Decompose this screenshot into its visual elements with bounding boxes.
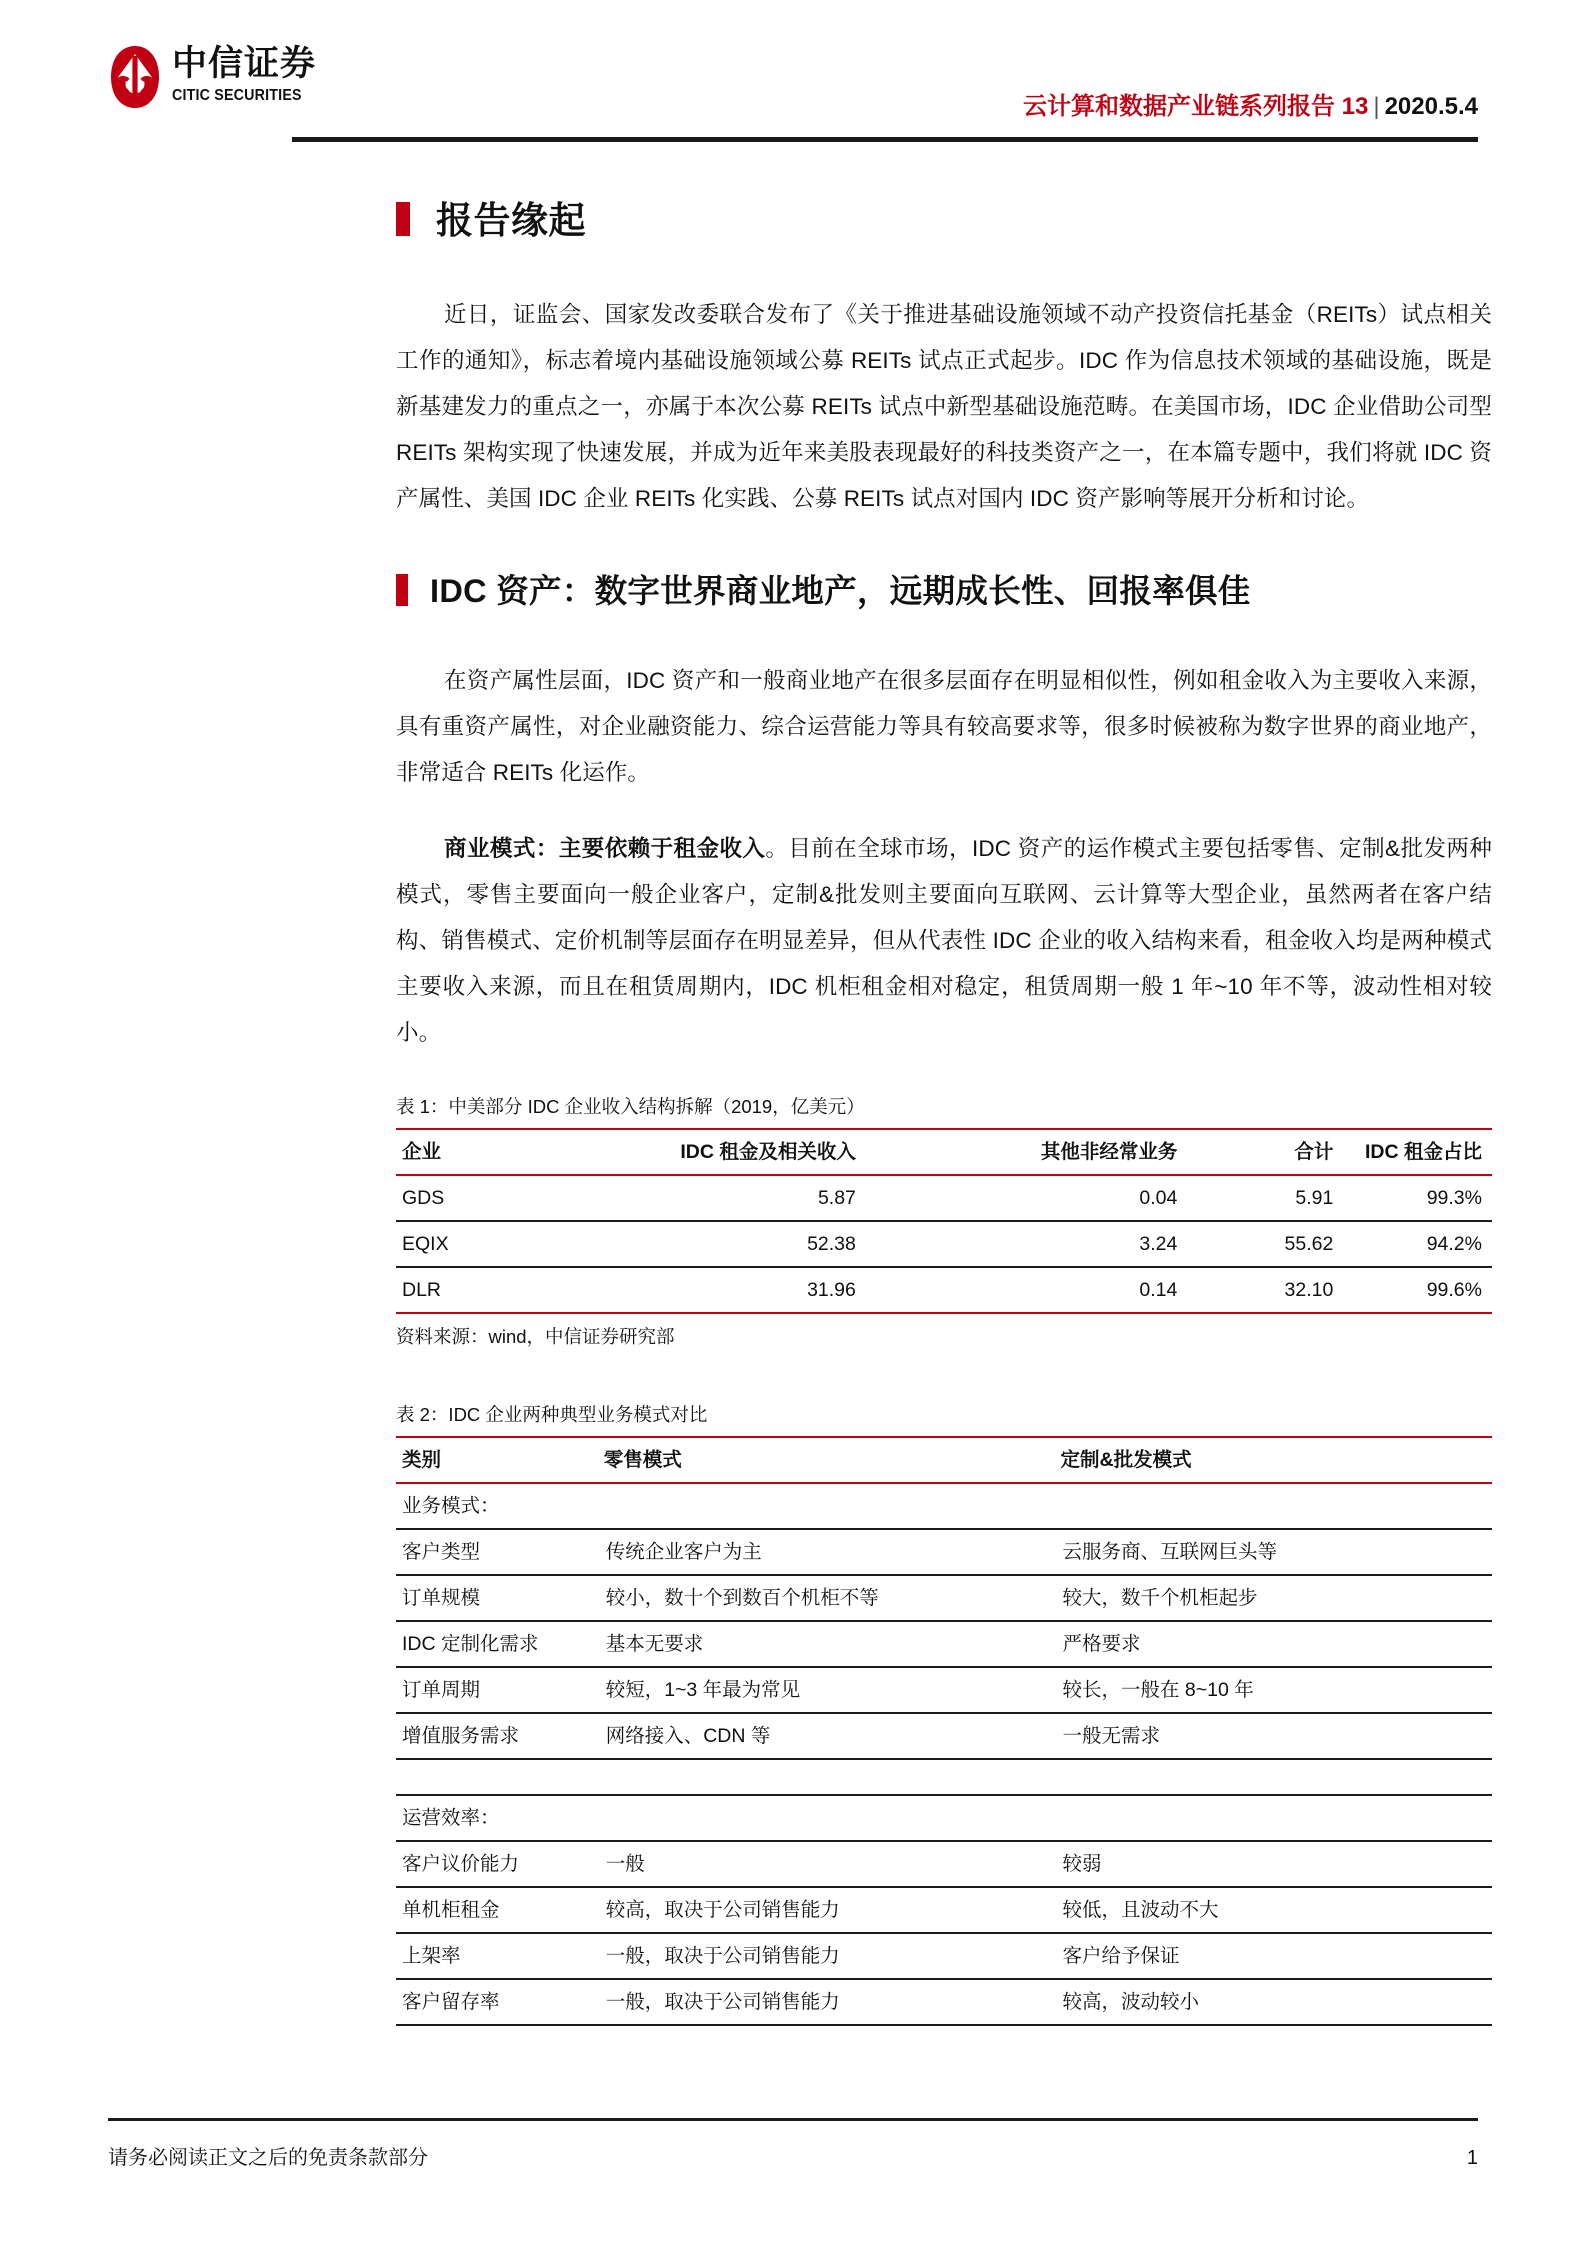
table-row [396,1575,1492,1621]
table2-cell-category: 订单周期 [396,1667,602,1713]
table2-cell-category: IDC 定制化需求 [396,1621,602,1667]
table1-col-idc-rent: IDC 租金及相关收入 [544,1129,942,1175]
table2-col-wholesale: 定制&批发模式 [1058,1437,1492,1483]
table-header-row [396,1437,1492,1483]
table1-cell-rent-share: 99.6% [1345,1267,1492,1313]
table2-cell-category: 订单规模 [396,1575,602,1621]
paragraph-origin: 近日，证监会、国家发改委联合发布了《关于推进基础设施领域不动产投资信托基金（REITs）试点相关工作的通知》，标志着境内基础设施领域公募 REITs 试点正式起步。IDC 作为信息技术领域的基础设施，既是新基建发力的重点之一，亦属于本次公募 REITs 试点中新型基础设施范畴。在美国市场，IDC 企业借助公司型 REITs 架构实现了快速发展，并成为近年来美股表现最好的科技类资产之一，在本篇专题中，我们将就 IDC 资产属性、美国 IDC 企业 REITs 化实践、公募 REITs 试点对国内 IDC 资产影响等展开分析和讨论。 [396,302,1492,511]
table2-group-operating-efficiency-label: 运营效率： [396,1795,602,1841]
table2-group-label-row [396,1483,1492,1529]
paragraph-business-model-rest: 。目前在全球市场，IDC 资产的运作模式主要包括零售、定制&批发两种模式，零售主要面向一般企业客户，定制&批发则主要面向互联网、云计算等大型企业，虽然两者在客户结构、销售模式、定价机制等层面存在明显差异，但从代表性 IDC 企业的收入结构来看，租金收入均是两种模式主要收入来源，而且在租赁周期内，IDC 机柜租金相对稳定，租赁周期一般 1 年~10 年不等，波动性相对较小。 [396,836,1492,1045]
table2-cell-wholesale: 严格要求 [1058,1621,1492,1667]
footer-divider [108,2118,1478,2121]
table1-cell-other: 0.14 [942,1267,1235,1313]
table1-cell-company: GDS [396,1175,544,1221]
table2-cell-category: 客户留存率 [396,1979,602,2025]
header-series-title: 云计算和数据产业链系列报告 13 [1022,93,1369,120]
header-title-separator: | [1373,93,1380,120]
table-row [396,1841,1492,1887]
table-idc-revenue-structure [396,1128,1492,1314]
table2-col-retail: 零售模式 [602,1437,1059,1483]
table2-cell-wholesale: 较低，且波动不大 [1058,1887,1492,1933]
logo-wordmark [172,44,316,105]
paragraph-asset-attributes: 在资产属性层面，IDC 资产和一般商业地产在很多层面存在明显相似性，例如租金收入为主要收入来源，具有重资产属性，对企业融资能力、综合运营能力等具有较高要求等，很多时候被称为数字世界的商业地产，非常适合 REITs 化运作。 [396,668,1492,785]
table1-source: 资料来源：wind，中信证券研究部 [396,1326,675,1347]
table2-cell-retail: 基本无要求 [602,1621,1059,1667]
logo-english-name: CITIC SECURITIES [172,87,302,104]
table1-cell-rent-share: 94.2% [1345,1221,1492,1267]
table2-group-spacer [602,1795,1059,1841]
table-row [396,1621,1492,1667]
table1-col-other: 其他非经常业务 [942,1129,1235,1175]
document-body [396,0,1492,2026]
table-row [396,1221,1492,1267]
footer-disclaimer: 请务必阅读正文之后的免责条款部分 [108,2147,428,2169]
table1-cell-total: 55.62 [1235,1221,1345,1267]
table1-cell-total: 5.91 [1235,1175,1345,1221]
table2-cell-category: 客户议价能力 [396,1841,602,1887]
header-report-date: 2020.5.4 [1384,93,1478,120]
heading-accent-bar-icon [396,574,408,606]
table2-cell-retail: 一般 [602,1841,1059,1887]
table2-cell-retail: 一般，取决于公司销售能力 [602,1979,1059,2025]
table-business-model-comparison [396,1436,1492,2026]
table-row [396,1529,1492,1575]
citic-logo-icon [108,44,162,110]
table2-cell-category: 客户类型 [396,1529,602,1575]
table2-gap-cell [396,1759,602,1795]
table1-col-rent-share: IDC 租金占比 [1345,1129,1492,1175]
table2-group-business-model-label: 业务模式： [396,1483,602,1529]
table2-cell-retail: 网络接入、CDN 等 [602,1713,1059,1759]
logo-chinese-name: 中信证券 [172,43,317,84]
table-row [396,1667,1492,1713]
table-row [396,1979,1492,2025]
table2-cell-retail: 较小，数十个到数百个机柜不等 [602,1575,1059,1621]
table1-col-company: 企业 [396,1129,544,1175]
paragraph-business-model-lead: 商业模式：主要依赖于租金收入 [444,836,766,861]
table1-cell-company: DLR [396,1267,544,1313]
table2-cell-wholesale: 较长，一般在 8~10 年 [1058,1667,1492,1713]
table1-cell-company: EQIX [396,1221,544,1267]
table1-cell-other: 3.24 [942,1221,1235,1267]
table-header-row [396,1129,1492,1175]
table2-caption: 表 2：IDC 企业两种典型业务模式对比 [396,1404,708,1425]
footer-row [108,2141,1478,2170]
table2-col-category: 类别 [396,1437,602,1483]
table-row [396,1267,1492,1313]
page-footer [108,2118,1478,2170]
table1-cell-total: 32.10 [1235,1267,1345,1313]
table2-group-spacer [602,1483,1059,1529]
section-heading-idc-asset-label: IDC 资产：数字世界商业地产，远期成长性、回报率俱佳 [430,573,1251,609]
table1-cell-idc-rent: 5.87 [544,1175,942,1221]
table2-cell-wholesale: 云服务商、互联网巨头等 [1058,1529,1492,1575]
table2-cell-wholesale: 客户给予保证 [1058,1933,1492,1979]
table2-group-spacer [1058,1483,1492,1529]
table2-cell-wholesale: 较高，波动较小 [1058,1979,1492,2025]
section-heading-origin-label: 报告缘起 [436,200,586,241]
table2-cell-category: 单机柜租金 [396,1887,602,1933]
table1-cell-other: 0.04 [942,1175,1235,1221]
table2-section-gap [396,1759,1492,1795]
table2-cell-wholesale: 较大，数千个机柜起步 [1058,1575,1492,1621]
section-heading-idc-asset [396,562,1492,620]
table2-cell-retail: 较高，取决于公司销售能力 [602,1887,1059,1933]
table1-cell-idc-rent: 52.38 [544,1221,942,1267]
table1-col-total: 合计 [1235,1129,1345,1175]
table2-group-label-row [396,1795,1492,1841]
table2-group-spacer [1058,1795,1492,1841]
table2-cell-retail: 较短，1~3 年最为常见 [602,1667,1059,1713]
table1-caption: 表 1：中美部分 IDC 企业收入结构拆解（2019，亿美元） [396,1096,865,1117]
table2-cell-wholesale: 较弱 [1058,1841,1492,1887]
table-row [396,1887,1492,1933]
table1-cell-rent-share: 99.3% [1345,1175,1492,1221]
table1-cell-idc-rent: 31.96 [544,1267,942,1313]
table2-gap-cell [602,1759,1059,1795]
table2-cell-retail: 一般，取决于公司销售能力 [602,1933,1059,1979]
table-row [396,1713,1492,1759]
table-row [396,1175,1492,1221]
table2-cell-category: 上架率 [396,1933,602,1979]
table2-cell-wholesale: 一般无需求 [1058,1713,1492,1759]
footer-page-number: 1 [1466,2147,1478,2169]
citic-securities-logo [108,44,316,110]
table-row [396,1933,1492,1979]
table2-cell-category: 增值服务需求 [396,1713,602,1759]
table2-cell-retail: 传统企业客户为主 [602,1529,1059,1575]
table2-gap-cell [1058,1759,1492,1795]
section-heading-origin [396,194,1492,248]
heading-accent-bar-icon [396,202,410,236]
paragraph-business-model [396,826,1492,1056]
